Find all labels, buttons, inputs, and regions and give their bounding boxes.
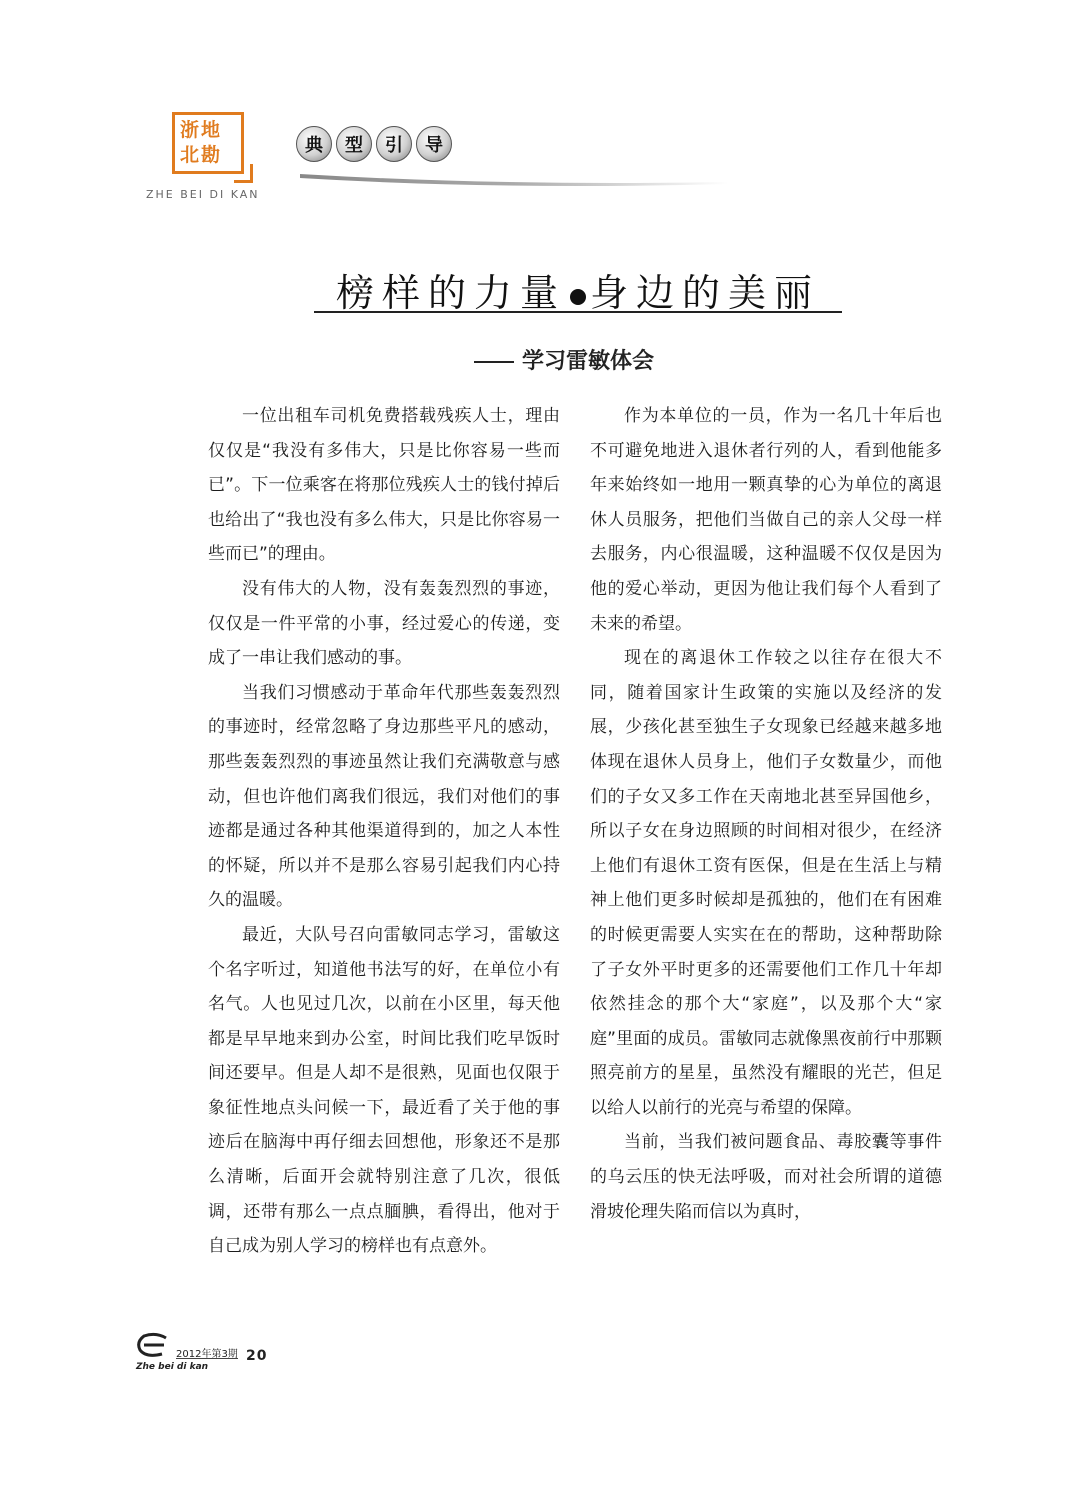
subtitle-dash bbox=[474, 361, 514, 363]
subtitle-text: 学习雷敏体会 bbox=[522, 349, 655, 374]
paragraph: 当前，当我们被问题食品、毒胶囊等事件的乌云压的快无法呼吸，而对社会所谓的道德滑坡伦理失陷而信以为真时， bbox=[590, 1132, 942, 1222]
title-part-2: 身边的美丽 bbox=[590, 271, 821, 315]
paragraph: 当我们习惯感动于革命年代那些轰轰烈烈的事迹时，经常忽略了身边那些平凡的感动，那些轰轰烈烈的事迹虽然让我们充满敬意与感动，但也许他们离我们很远，我们对他们的事迹都是通过各种其他渠道得到的，加之人本性的怀疑，所以并不是那么容易引起我们内心持久的温暖。 bbox=[208, 682, 560, 911]
section-badge: 引 bbox=[376, 126, 412, 162]
title-separator-dot bbox=[570, 289, 586, 305]
title-underline bbox=[314, 311, 842, 313]
paragraph: 一位出租车司机免费搭载残疾人士，理由仅仅是“我没有多伟大，只是比你容易一些而已”。下一位乘客在将那位残疾人士的钱付掉后也给出了“我也没有多么伟大，只是比你容易一些而已”的理由。 bbox=[208, 406, 560, 565]
footer-subtitle: Zhe bei di kan bbox=[136, 1362, 209, 1372]
left-column bbox=[208, 399, 560, 1264]
article-subtitle bbox=[474, 344, 654, 375]
section-badge: 型 bbox=[336, 126, 372, 162]
title-part-1: 榜样的力量 bbox=[336, 271, 567, 315]
paragraph: 作为本单位的一员，作为一名几十年后也不可避免地进入退休者行列的人，看到他能多年来始终如一地用一颗真挚的心为单位的离退休人员服务，把他们当做自己的亲人父母一样去服务，内心很温暖，这种温暖不仅仅是因为他的爱心举动，更因为他让我们每个人看到了未来的希望。 bbox=[590, 406, 942, 634]
page-number: 20 bbox=[246, 1348, 268, 1364]
footer-rule bbox=[176, 1358, 238, 1359]
article-title bbox=[336, 262, 820, 317]
issue-label: 2012年第3期 bbox=[176, 1349, 238, 1360]
section-badge: 导 bbox=[416, 126, 452, 162]
paragraph: 最近，大队号召向雷敏同志学习，雷敏这个名字听过，知道他书法写的好，在单位小有名气。人也见过几次，以前在小区里，每天他都是早早地来到办公室，时间比我们吃早饭时间还要早。但是人却不是很熟，见面也仅限于象征性地点头问候一下，最近看了关于他的事迹后在脑海中再仔细去回想他，形象还不是那么清晰，后面开会就特别注意了几次，很低调，还带有那么一点点腼腆，看得出，他对于自己成为别人学习的榜样也有点意外。 bbox=[208, 924, 560, 1257]
logo-subtitle: ZHE BEI DI KAN bbox=[146, 188, 260, 201]
magazine-logo bbox=[172, 112, 244, 174]
logo-text: 浙地北勘 bbox=[180, 119, 223, 166]
right-column bbox=[590, 399, 942, 1229]
header-swoosh bbox=[300, 172, 730, 192]
paragraph: 现在的离退休工作较之以往存在很大不同，随着国家计生政策的实施以及经济的发展，少孩化甚至独生子女现象已经越来越多地体现在退休人员身上，他们子女数量少，而他们的子女又多工作在天南地北甚至异国他乡，所以子女在身边照顾的时间相对很少，在经济上他们有退休工资有医保，但是在生活上与精神上他们更多时候却是孤独的，他们在有困难的时候更需要人实实在在的帮助，这种帮助除了子女外平时更多的还需要他们工作几十年却依然挂念的那个大“家庭”，以及那个大“家庭”里面的成员。雷敏同志就像黑夜前行中那颗照亮前方的星星，虽然没有耀眼的光芒，但足以给人以前行的光亮与希望的保障。 bbox=[590, 648, 942, 1118]
logo-corner-mark bbox=[234, 164, 253, 183]
section-badge: 典 bbox=[296, 126, 332, 162]
paragraph: 没有伟大的人物，没有轰轰烈烈的事迹，仅仅是一件平常的小事，经过爱心的传递，变成了一串让我们感动的事。 bbox=[208, 578, 560, 669]
section-badges bbox=[296, 126, 452, 162]
footer-logo-icon bbox=[136, 1332, 174, 1358]
